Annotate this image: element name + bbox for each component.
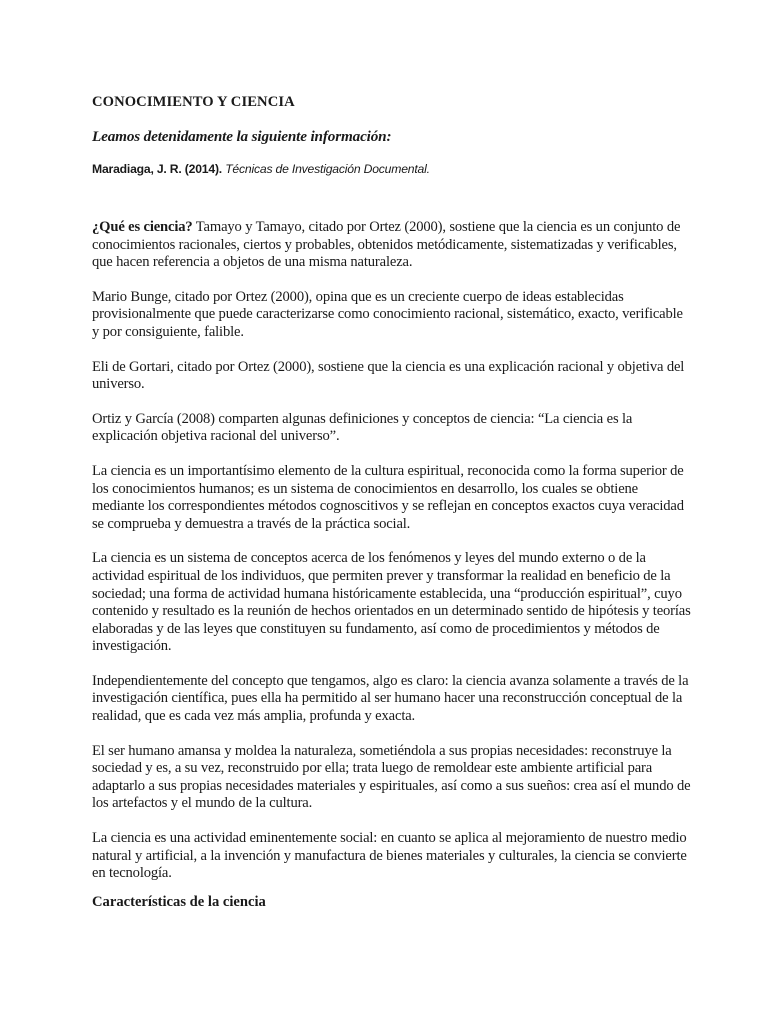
paragraph-spiritual-culture: La ciencia es un importantísimo elemento de la cultura espiritual, reconocida como la forma superior de los conocimientos humanos; es un sistema de conocimientos en desarrollo, los cuales se obtiene mediante los correspondientes métodos cognoscitivos y se reflejan en conceptos exactos cuya veracidad se comprueba y demuestra a través de la práctica social. <box>92 462 684 532</box>
citation-author: Maradiaga, J. R. (2014). <box>92 162 222 176</box>
section-heading: Características de la ciencia <box>92 894 266 910</box>
citation <box>92 161 430 179</box>
paragraph-social-activity: La ciencia es una actividad eminentemente social: en cuanto se aplica al mejoramiento de nuestro medio natural y artificial, a la invención y manufactura de bienes materiales y culturales, la ciencia se convierte en tecnología. <box>92 830 687 882</box>
paragraph-text: Tamayo y Tamayo, citado por Ortez (2000), sostiene que la ciencia es un conjunto de conocimientos racionales, ciertos y probables, obtenidos metódicamente, sistematizadas y verificables, que hacen referencia a objetos de una misma naturaleza. <box>92 219 681 271</box>
document-subtitle: Leamos detenidamente la siguiente información: <box>92 128 392 145</box>
paragraph-human-nature: El ser humano amansa y moldea la naturaleza, sometiéndola a sus propias necesidades: reconstruye la sociedad y es, a su vez, reconstruido por ella; trata luego de remoldear este ambiente artificial para adaptarlo a sus propias necesidades materiales y espirituales, así como a sus sueños: crea así el mundo de los artefactos y el mundo de la cultura. <box>92 742 691 812</box>
paragraph-scientific-research: Independientemente del concepto que tengamos, algo es claro: la ciencia avanza solamente a través de la investigación científica, pues ella ha permitido al ser humano hacer una reconstrucción conceptual de la realidad, que es cada vez más amplia, profunda y exacta. <box>92 672 689 725</box>
citation-work: Técnicas de Investigación Documental. <box>225 162 430 176</box>
document-body <box>92 219 692 900</box>
paragraph-gortari: Eli de Gortari, citado por Ortez (2000), sostiene que la ciencia es una explicación racional y objetiva del universo. <box>92 358 685 393</box>
paragraph-lead: ¿Qué es ciencia? <box>92 219 193 235</box>
document-title: CONOCIMIENTO Y CIENCIA <box>92 94 295 110</box>
paragraph-bunge: Mario Bunge, citado por Ortez (2000), opina que es un creciente cuerpo de ideas establecidas provisionalmente que puede caracterizarse como conocimiento racional, sistemático, exacto, verificable y por consiguiente, falible. <box>92 288 683 340</box>
paragraph-system-of-concepts: La ciencia es un sistema de conceptos acerca de los fenómenos y leyes del mundo externo o de la actividad espiritual de los individuos, que permiten prever y transformar la realidad en beneficio de la sociedad; una forma de actividad humana históricamente establecida, una “producción espiritual”, cuyo contenido y resultado es la reunión de hechos orientados en un determinado sentido de hipótesis y teorías elaboradas y de las leyes que constituyen su fundamento, así como de procedimientos y métodos de investigación. <box>92 550 691 655</box>
paragraph-what-is-science <box>92 219 692 272</box>
paragraph-ortiz-garcia: Ortiz y García (2008) comparten algunas definiciones y conceptos de ciencia: “La ciencia es la explicación objetiva racional del universo”. <box>92 410 633 445</box>
